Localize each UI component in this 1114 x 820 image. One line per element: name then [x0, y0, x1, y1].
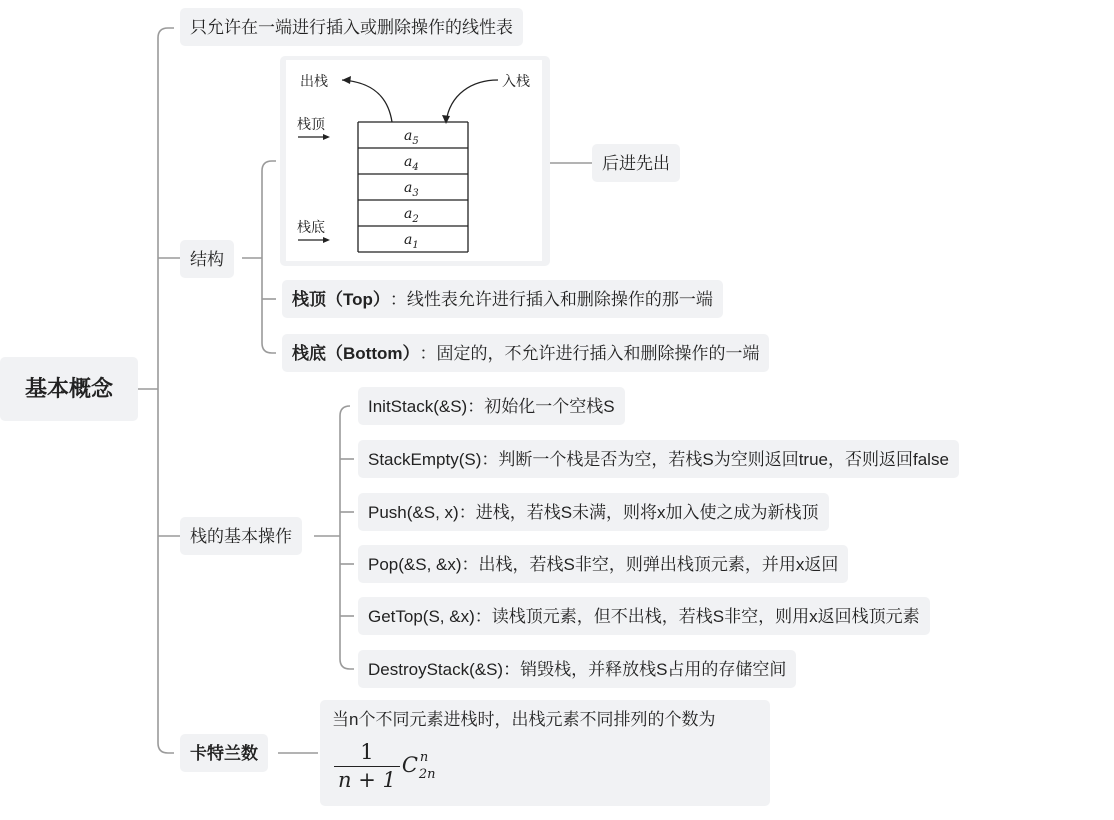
catalan-node[interactable]: [180, 734, 268, 772]
operation-text: Push(&S, x)：进栈，若栈S未满，则将x加入使之成为新栈顶: [368, 502, 819, 522]
catalan-detail-node[interactable]: [320, 700, 770, 806]
stack-cell: $a_4$: [404, 154, 419, 173]
stack-bottom-node[interactable]: [282, 334, 769, 372]
operation-text: DestroyStack(&S)：销毁栈，并释放栈S占用的存储空间: [368, 659, 787, 679]
root-label: 基本概念: [24, 376, 113, 401]
formula-fraction: [334, 740, 400, 791]
formula-binomial: [401, 750, 436, 782]
stack-figure: [280, 56, 550, 266]
operations-label: 栈的基本操作: [190, 526, 292, 546]
lifo-text: 后进先出: [602, 153, 670, 173]
stack-bottom-desc: ：固定的，不允许进行插入和删除操作的一端: [419, 343, 760, 363]
operations-node[interactable]: [180, 517, 302, 555]
operation-item[interactable]: [358, 440, 959, 478]
stack-figure-node[interactable]: [280, 56, 550, 266]
operation-item[interactable]: [358, 650, 796, 688]
stack-top-node[interactable]: [282, 280, 723, 318]
operation-item[interactable]: [358, 545, 848, 583]
top-label: 栈顶: [297, 117, 325, 133]
lifo-node[interactable]: [592, 144, 680, 182]
operation-item[interactable]: [358, 493, 829, 531]
stack-cell: $a_5$: [404, 128, 419, 147]
stack-top-desc: ：线性表允许进行插入和删除操作的那一端: [389, 289, 713, 309]
bottom-label: 栈底: [297, 220, 325, 236]
root-node[interactable]: [0, 357, 138, 421]
formula-superscript: n: [419, 750, 429, 765]
formula-subscript: 2n: [418, 767, 436, 782]
structure-label: 结构: [190, 249, 224, 269]
stack-cell: $a_2$: [404, 206, 419, 225]
in-label: 入栈: [502, 74, 530, 90]
operation-text: InitStack(&S)：初始化一个空栈S: [368, 396, 615, 416]
operation-text: StackEmpty(S)：判断一个栈是否为空，若栈S为空则返回true，否则返回false: [368, 449, 949, 469]
operation-text: Pop(&S, &x)：出栈，若栈S非空，则弹出栈顶元素，并用x返回: [368, 554, 839, 574]
formula-symbol: C: [401, 753, 418, 777]
catalan-formula: [334, 740, 436, 792]
catalan-text: 当n个不同元素进栈时，出栈元素不同排列的个数为: [332, 710, 716, 729]
formula-denominator: n + 1: [338, 768, 396, 792]
stack-top-term: 栈顶（Top）: [292, 289, 390, 309]
definition-node[interactable]: [180, 8, 523, 46]
operation-text: GetTop(S, &x)：读栈顶元素，但不出栈，若栈S非空，则用x返回栈顶元素: [368, 606, 920, 626]
operation-item[interactable]: [358, 597, 930, 635]
catalan-label: 卡特兰数: [190, 743, 258, 763]
operation-item[interactable]: [358, 387, 625, 425]
out-label: 出栈: [300, 74, 328, 90]
stack-cell: $a_1$: [404, 232, 419, 251]
stack-bottom-term: 栈底（Bottom）: [292, 343, 420, 363]
definition-text: 只允许在一端进行插入或删除操作的线性表: [190, 17, 513, 37]
structure-node[interactable]: [180, 240, 234, 278]
formula-numerator: 1: [360, 740, 374, 764]
stack-cell: $a_3$: [404, 180, 419, 199]
